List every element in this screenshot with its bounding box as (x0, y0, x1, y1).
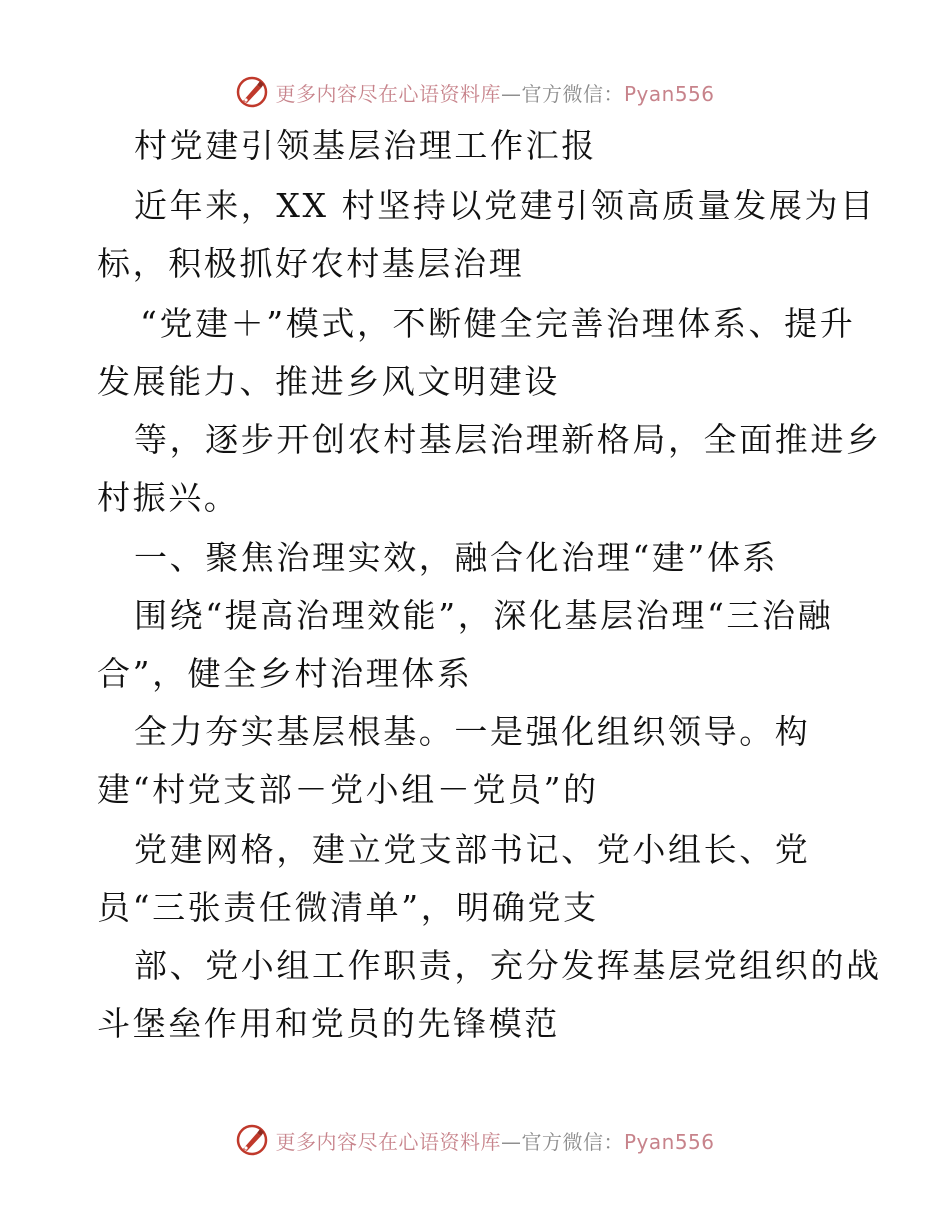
watermark-dash: — (500, 1129, 522, 1154)
paragraph-line: “党建＋”模式，不断健全完善治理体系、提升 (140, 304, 856, 343)
header-watermark (0, 72, 950, 112)
watermark-slogan: 更多内容尽在心语资料库 (275, 1129, 501, 1154)
pen-logo-icon (235, 75, 269, 109)
paragraph-line: 建“村党支部－党小组－党员”的 (97, 770, 599, 809)
paragraph-line: 全力夯实基层根基。一是强化组织领导。构 (134, 712, 811, 751)
section-heading: 一、聚焦治理实效，融合化治理“建”体系 (134, 538, 779, 577)
watermark-wechat-label: 官方微信： (521, 1129, 624, 1154)
paragraph-line: 合”，健全乡村治理体系 (97, 654, 473, 693)
paragraph-line: 员“三张责任微清单”，明确党支 (97, 888, 599, 927)
watermark-slogan: 更多内容尽在心语资料库 (275, 81, 501, 106)
watermark-wechat-label: 官方微信： (521, 81, 624, 106)
watermark-text (275, 78, 714, 107)
document-title: 村党建引领基层治理工作汇报 (134, 126, 597, 165)
watermark-text (275, 1126, 714, 1155)
paragraph-line: 村振兴。 (97, 478, 240, 517)
watermark-dash: — (500, 81, 522, 106)
paragraph-line: 部、党小组工作职责，充分发挥基层党组织的战 (134, 946, 882, 985)
watermark-handle: Pyan556 (623, 1129, 715, 1154)
paragraph-line: 近年来，XX 村坚持以党建引领高质量发展为目 (134, 186, 876, 225)
paragraph-line: 等，逐步开创农村基层治理新格局，全面推进乡 (134, 420, 882, 459)
paragraph-line: 发展能力、推进乡风文明建设 (97, 362, 560, 401)
paragraph-line: 标，积极抓好农村基层治理 (97, 244, 525, 283)
paragraph-line: 党建网格，建立党支部书记、党小组长、党 (134, 830, 811, 869)
pen-logo-icon (235, 1123, 269, 1157)
paragraph-line: 斗堡垒作用和党员的先锋模范 (97, 1004, 560, 1043)
paragraph-line: 围绕“提高治理效能”，深化基层治理“三治融 (134, 596, 834, 635)
watermark-handle: Pyan556 (623, 81, 715, 106)
footer-watermark (0, 1120, 950, 1160)
